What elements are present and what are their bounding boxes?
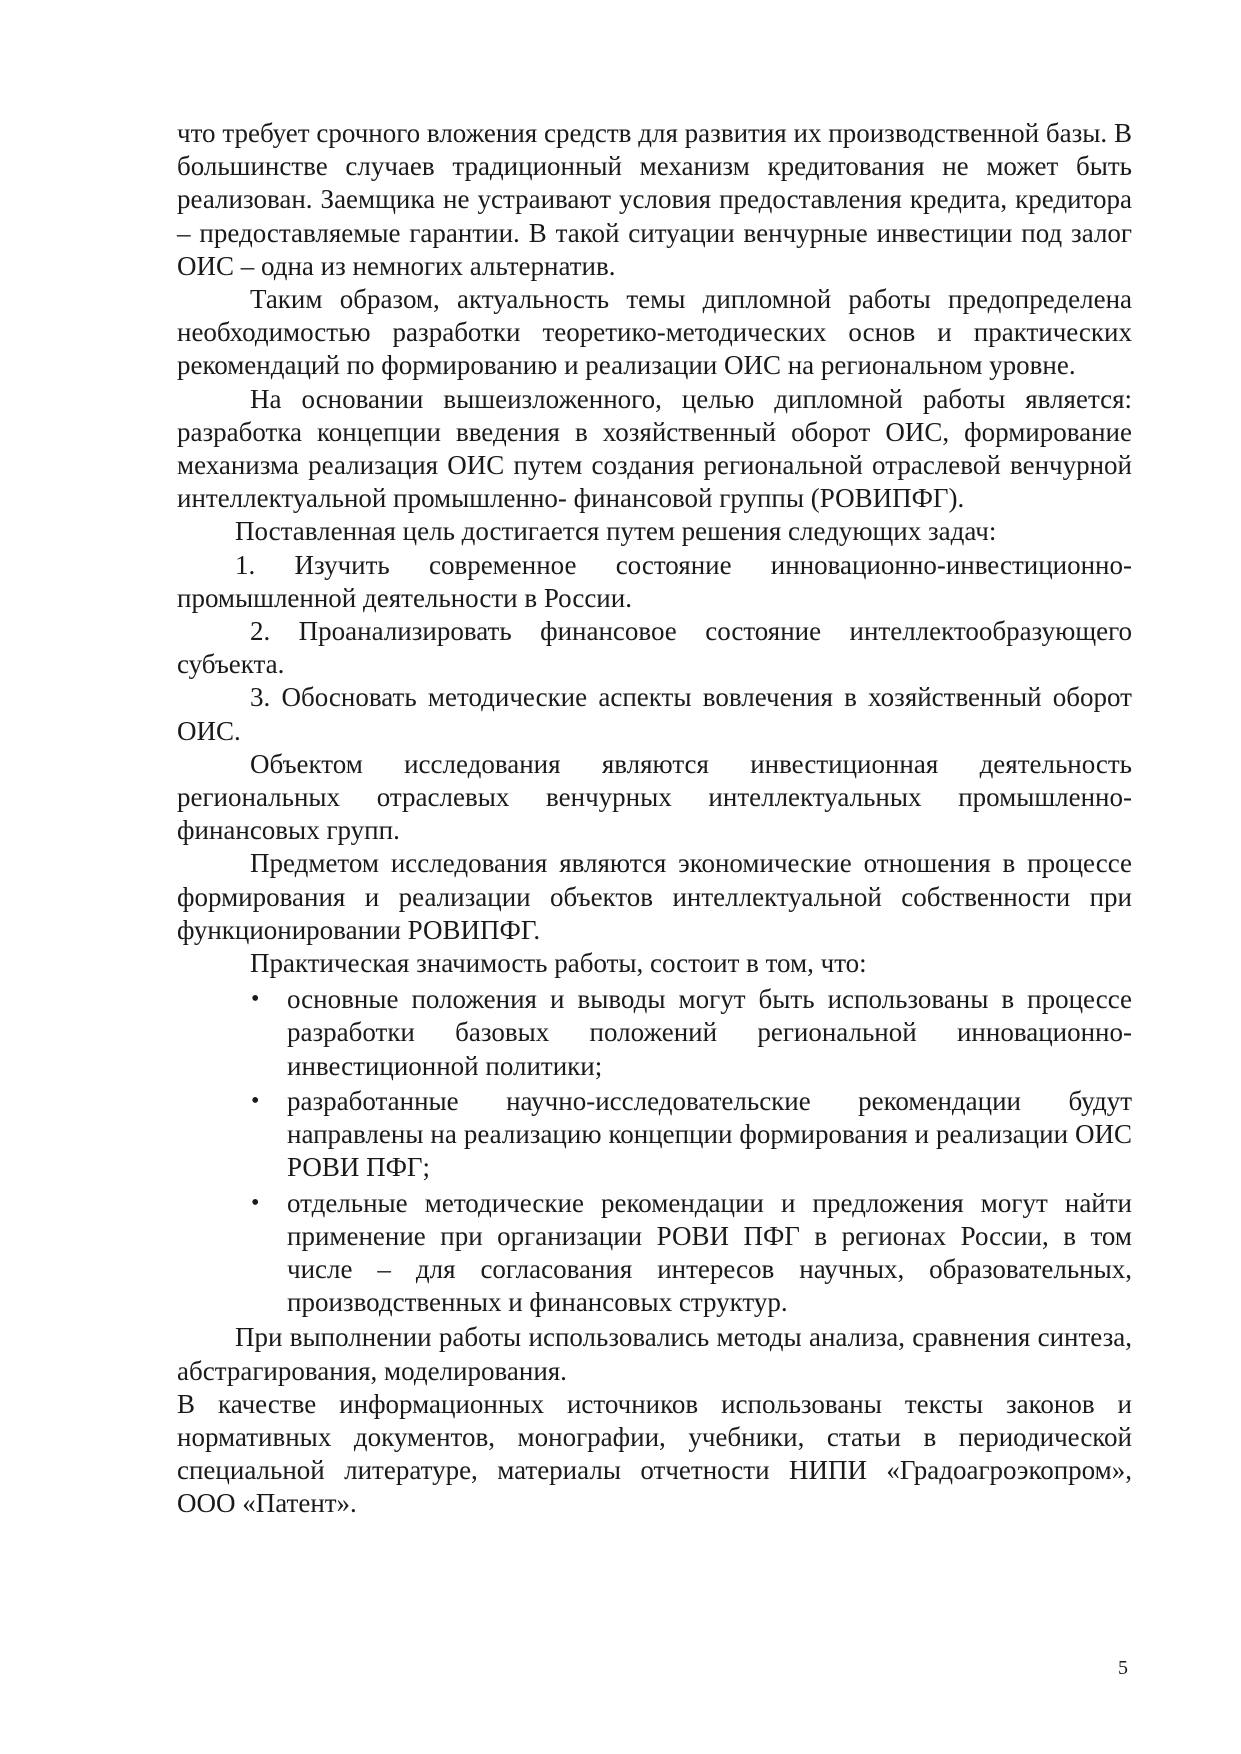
task-item-3: 3. Обосновать методические аспекты вовлечения в хозяйственный оборот ОИС. (177, 682, 1132, 746)
document-body (177, 117, 1132, 1521)
paragraph-subject: Предметом исследования являются экономические отношения в процессе формирования и реализации объектов интеллектуальной собственности при функционировании РОВИПФГ. (177, 848, 1132, 945)
paragraph-continuation: что требует срочного вложения средств для развития их производственной базы. В большинстве случаев традиционный механизм кредитования не может быть реализован. Заемщика не устраивают условия предоставления кредита, кредитора – предоставляемые гарантии. В такой ситуации венчурные инвестиции под залог ОИС – одна из немногих альтернатив. (177, 118, 1132, 281)
bullet-item-text: основные положения и выводы могут быть использованы в процессе разработки базовых положений региональной инновационно-инвестиционной политики; (287, 984, 1132, 1081)
bullet-icon: • (251, 986, 260, 1013)
bullet-item-text: разработанные научно-исследовательские рекомендации будут направлены на реализацию концепции формирования и реализации ОИС РОВИ ПФГ; (287, 1085, 1132, 1183)
bullet-icon: • (251, 1189, 260, 1216)
task-item-2: 2. Проанализировать финансовое состояние интеллектообразующего субъекта. (177, 616, 1132, 680)
paragraph-relevance: Таким образом, актуальность темы дипломной работы предопределена необходимостью разработки теоретико-методических основ и практических рекомендаций по формированию и реализации ОИС на региональном уровне. (177, 284, 1132, 381)
paragraph-significance-intro: Практическая значимость работы, состоит в том, что: (250, 948, 867, 979)
bullet-item-text: отдельные методические рекомендации и предложения могут найти применение при организации РОВИ ПФГ в регионах России, в том числе – для согласования интересов научных, образовательных, производственных и финансовых структур. (287, 1187, 1132, 1318)
bullet-icon: • (251, 1087, 260, 1114)
paragraph-goal: На основании вышеизложенного, целью дипломной работы является: разработка концепции введения в хозяйственный оборот ОИС, формирование механизма реализация ОИС путем создания региональной отраслевой венчурной интеллектуальной промышленно- финансовой группы (РОВИПФГ). (177, 383, 1132, 514)
bullet-item (251, 1187, 1132, 1320)
page-number: 5 (1118, 1657, 1128, 1679)
paragraph-methods: При выполнении работы использовались методы анализа, сравнения синтеза, абстрагирования, моделирования. (177, 1322, 1132, 1386)
paragraph-object: Объектом исследования являются инвестиционная деятельность региональных отраслевых венчурных интеллектуальных промышленно-финансовых групп. (177, 748, 1132, 846)
paragraph-tasks-intro: Поставленная цель достигается путем решения следующих задач: (235, 516, 997, 547)
task-item-1: 1. Изучить современное состояние инновационно-инвестиционно-промышленной деятельности в России. (177, 549, 1132, 613)
significance-bullet-list (177, 983, 1132, 1319)
bullet-item (251, 983, 1132, 1083)
paragraph-sources: В качестве информационных источников использованы тексты законов и нормативных документов, монографии, учебники, статьи в периодической специальной литературе, материалы отчетности НИПИ «Градоагроэкопром», ООО «Патент». (177, 1388, 1132, 1519)
bullet-item (251, 1085, 1132, 1185)
